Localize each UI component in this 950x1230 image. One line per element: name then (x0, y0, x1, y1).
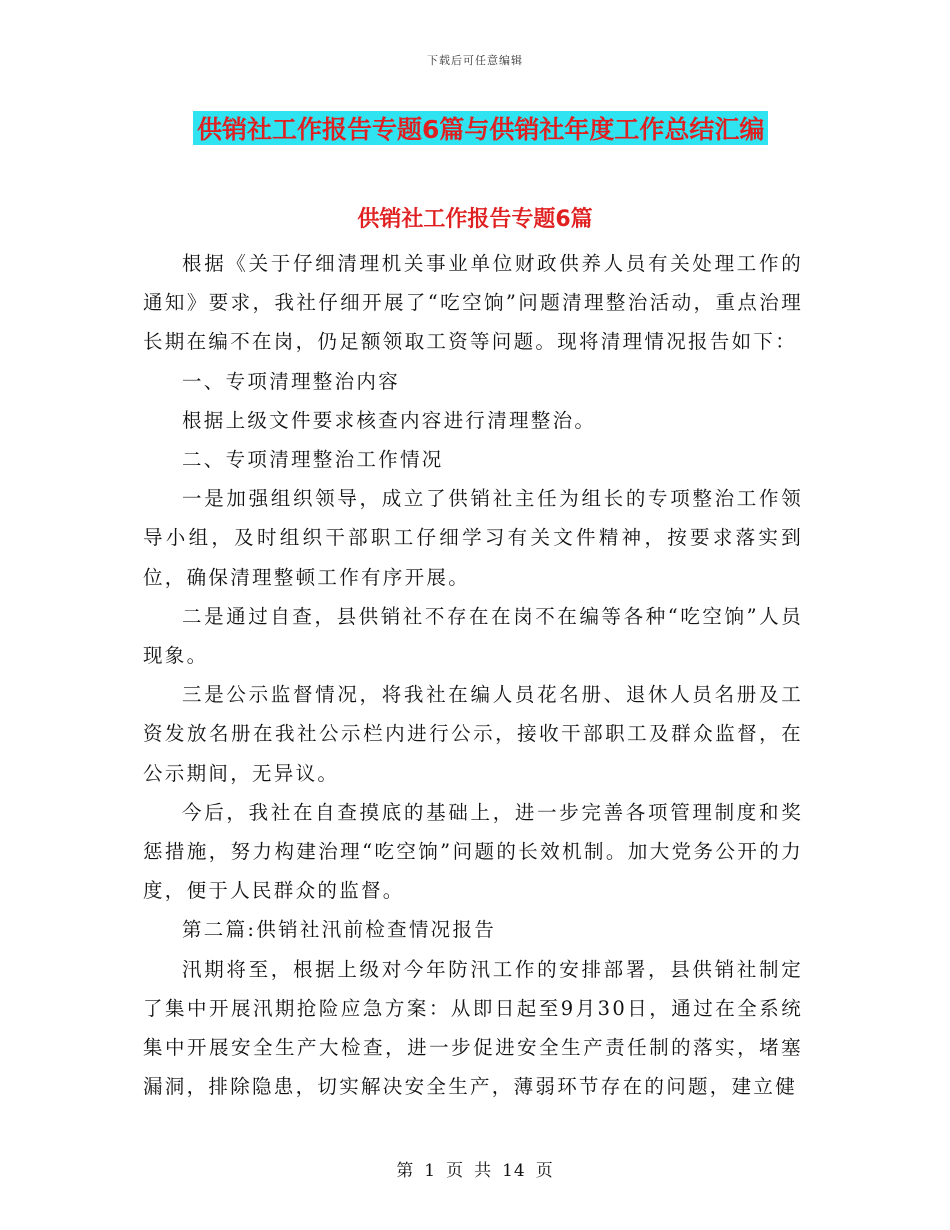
paragraph: 根据《关于仔细清理机关事业单位财政供养人员有关处理工作的通知》要求，我社仔细开展了“吃空饷”问题清理整治活动，重点治理长期在编不在岗，仍足额领取工资等问题。现将清理情况报告如下： (143, 252, 803, 354)
footer-total-pages: 14 (502, 1161, 526, 1181)
paragraph: 二是通过自查，县供销社不存在在岗不在编等各种“吃空饷”人员现象。 (143, 604, 803, 668)
paragraph: 第二篇:供销社汛前检查情况报告 (182, 918, 497, 942)
paragraph: 二、专项清理整治工作情况 (182, 448, 444, 472)
paragraph: 汛期将至，根据上级对今年防汛工作的安排部署，县供销社制定了集中开展汛期抢险应急方案：从即日起至9月30日，通过在全系统集中开展安全生产大检查，进一步促进安全生产责任制的落实，堵塞漏洞，排除隐患，切实解决安全生产，薄弱环节存在的问题，建立健 (143, 957, 803, 1099)
paragraph: 一是加强组织领导，成立了供销社主任为组长的专项整治工作领导小组，及时组织干部职工仔细学习有关文件精神，按要求落实到位，确保清理整顿工作有序开展。 (143, 487, 803, 589)
footer-total-label: 共 (474, 1161, 493, 1181)
section-title: 供销社工作报告专题6篇 (357, 207, 593, 232)
document-body (143, 244, 803, 1106)
document-title: 供销社工作报告专题6篇与供销社年度工作总结汇编 (197, 115, 765, 144)
paragraph: 三是公示监督情况，将我社在编人员花名册、退休人员名册及工资发放名册在我社公示栏内进行公示，接收干部职工及群众监督，在公示期间，无异议。 (143, 683, 803, 785)
paragraph: 根据上级文件要求核查内容进行清理整治。 (182, 408, 597, 432)
footer-page-prefix: 第 (396, 1161, 415, 1181)
footer-current-page: 1 (424, 1161, 437, 1181)
footer-page-mid: 页 (446, 1161, 465, 1181)
paragraph: 今后，我社在自查摸底的基础上，进一步完善各项管理制度和奖惩措施，努力构建治理“吃空饷”问题的长效机制。加大党务公开的力度，便于人民群众的监督。 (143, 800, 803, 903)
paragraph: 一、专项清理整治内容 (182, 369, 401, 393)
page-footer (0, 1156, 950, 1181)
page-header-note: 下载后可任意编辑 (427, 54, 523, 67)
document-title-highlight (193, 111, 768, 145)
footer-page-suffix: 页 (535, 1161, 554, 1181)
